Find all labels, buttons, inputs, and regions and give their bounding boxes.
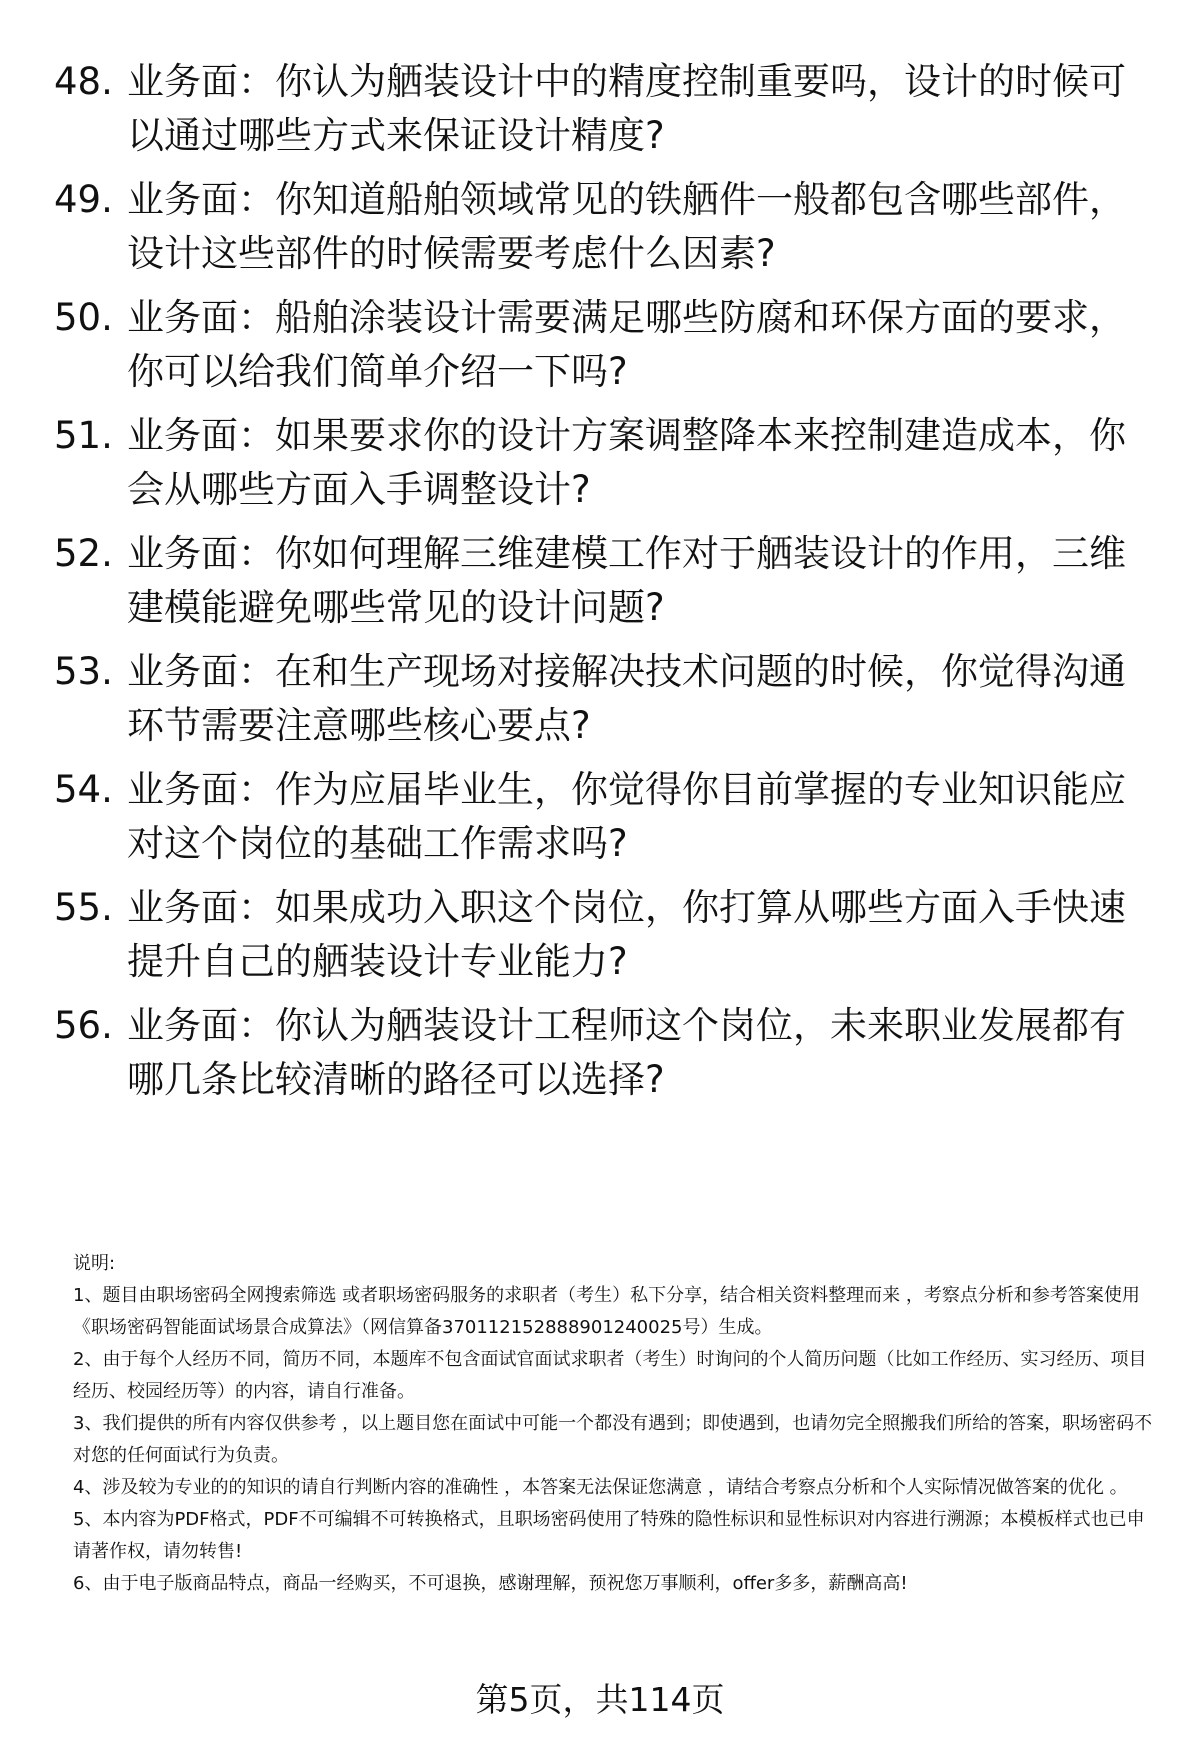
note-item: 2、由于每个人经历不同，简历不同，本题库不包含面试官面试求职者（考生）时询问的个人简历问题（比如工作经历、实习经历、项目经历、校园经历等）的内容，请自行准备。 <box>73 1349 1147 1402</box>
note-item: 4、涉及较为专业的的知识的请自行判断内容的准确性 ，本答案无法保证您满意 ，请结合考察点分析和个人实际情况做答案的优化 。 <box>73 1477 1128 1498</box>
question-number: 52. <box>54 532 113 575</box>
question-text: 业务面：如果要求你的设计方案调整降本来控制建造成本，你会从哪些方面入手调整设计? <box>127 414 1126 511</box>
question-text: 业务面：船舶涂装设计需要满足哪些防腐和环保方面的要求，你可以给我们简单介绍一下吗? <box>127 296 1126 393</box>
question-text: 业务面：在和生产现场对接解决技术问题的时候，你觉得沟通环节需要注意哪些核心要点? <box>127 650 1126 747</box>
question-number: 49. <box>54 178 113 221</box>
question-number: 53. <box>54 650 113 693</box>
question-number: 55. <box>54 886 113 929</box>
page-number: 第5页，共114页 <box>475 1680 725 1719</box>
question-text: 业务面：你认为舾装设计工程师这个岗位，未来职业发展都有哪几条比较清晰的路径可以选择? <box>127 1004 1126 1101</box>
note-item: 6、由于电子版商品特点，商品一经购买，不可退换，感谢理解，预祝您万事顺利，offer多多，薪酬高高! <box>73 1573 908 1594</box>
question-text: 业务面：如果成功入职这个岗位，你打算从哪些方面入手快速提升自己的舾装设计专业能力? <box>127 886 1126 983</box>
question-number: 51. <box>54 414 113 457</box>
note-item: 3、我们提供的所有内容仅供参考 ，以上题目您在面试中可能一个都没有遇到；即使遇到，也请勿完全照搬我们所给的答案，职场密码不对您的任何面试行为负责。 <box>73 1413 1153 1466</box>
question-number: 50. <box>54 296 113 339</box>
note-item: 1、题目由职场密码全网搜索筛选 或者职场密码服务的求职者（考生）私下分享，结合相关资料整理而来 ，考察点分析和参考答案使用《职场密码智能面试场景合成算法》（网信算备370112152888901240025号）生成。 <box>73 1285 1140 1338</box>
question-number: 56. <box>54 1004 113 1047</box>
notes-title: 说明: <box>73 1253 116 1274</box>
question-number: 48. <box>54 60 113 103</box>
note-item: 5、本内容为PDF格式，PDF不可编辑不可转换格式，且职场密码使用了特殊的隐性标识和显性标识对内容进行溯源；本模板样式也已申请著作权，请勿转售! <box>73 1509 1145 1562</box>
question-text: 业务面：你知道船舶领域常见的铁舾件一般都包含哪些部件，设计这些部件的时候需要考虑什么因素? <box>127 178 1126 275</box>
notes-section <box>73 1248 1153 1600</box>
question-text: 业务面：你如何理解三维建模工作对于舾装设计的作用，三维建模能避免哪些常见的设计问题? <box>127 532 1126 629</box>
question-text: 业务面：你认为舾装设计中的精度控制重要吗，设计的时候可以通过哪些方式来保证设计精度? <box>127 60 1126 157</box>
question-number: 54. <box>54 768 113 811</box>
question-text: 业务面：作为应届毕业生，你觉得你目前掌握的专业知识能应对这个岗位的基础工作需求吗? <box>127 768 1126 865</box>
